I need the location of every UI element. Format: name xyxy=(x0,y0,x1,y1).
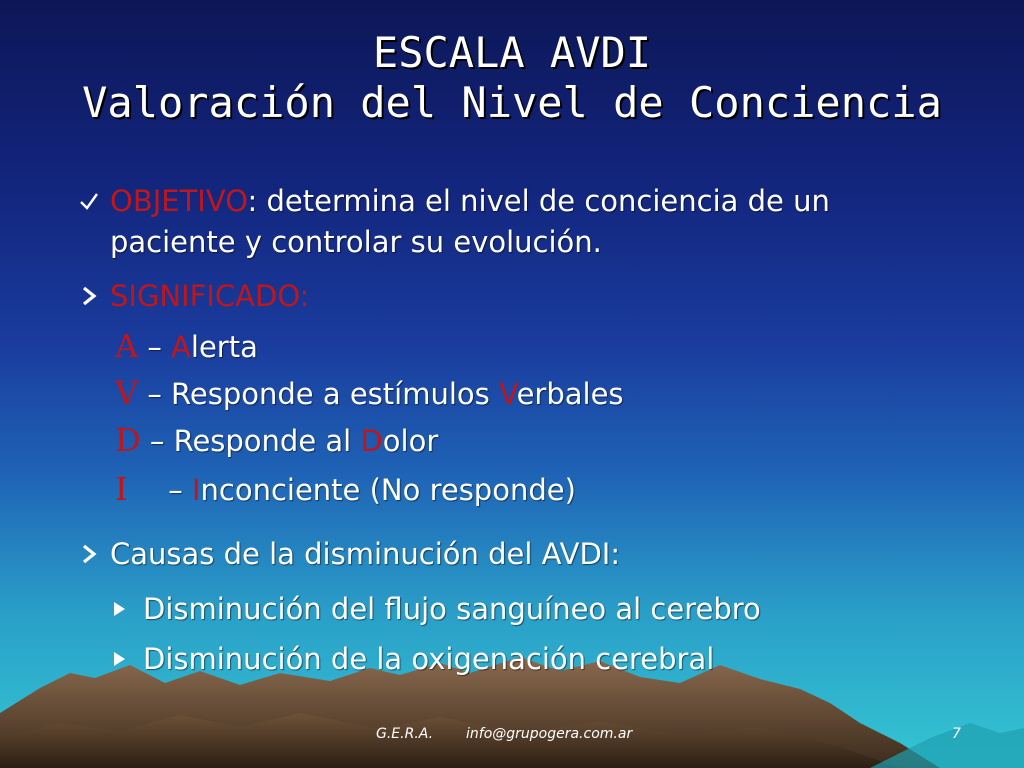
triangle-right-icon xyxy=(104,641,134,677)
causa-item-1: Disminución del flujo sanguíneo al cerebro xyxy=(143,592,761,626)
checkmark-icon xyxy=(74,183,104,219)
slide-title xyxy=(0,28,1024,128)
chevron-right-icon xyxy=(74,536,104,572)
avdi-dash: – xyxy=(138,377,172,411)
avdi-text: Responde a estímulos xyxy=(171,377,499,411)
avdi-letter: I xyxy=(115,470,128,508)
page-number: 7 xyxy=(952,726,961,742)
objetivo-line-1 xyxy=(110,183,830,219)
causa-item-2: Disminución de la oxigenación cerebral xyxy=(143,642,715,676)
avdi-text-rest: nconciente (No responde) xyxy=(200,473,576,507)
footer-org: G.E.R.A. xyxy=(376,726,434,742)
significado-keyword: SIGNIFICADO: xyxy=(110,279,310,313)
avdi-text-rest: olor xyxy=(382,424,439,458)
title-line-2: Valoración del Nivel de Conciencia xyxy=(82,78,942,127)
objetivo-text-2: paciente y controlar su evolución. xyxy=(110,225,602,259)
title-line-1: ESCALA AVDI xyxy=(372,28,652,77)
significado-heading xyxy=(110,278,309,314)
avdi-dash: – xyxy=(138,330,172,364)
objetivo-text-1: : determina el nivel de conciencia de un xyxy=(247,184,830,218)
avdi-highlight: I xyxy=(191,473,201,507)
avdi-item-a xyxy=(115,328,258,365)
chevron-right-icon xyxy=(74,278,104,314)
avdi-highlight: V xyxy=(498,377,517,411)
avdi-dash: – xyxy=(159,473,192,507)
objetivo-keyword: OBJETIVO xyxy=(110,184,248,218)
avdi-item-d xyxy=(115,422,438,459)
avdi-dash: – xyxy=(140,424,174,458)
avdi-letter: D xyxy=(115,421,141,459)
triangle-right-icon xyxy=(104,591,134,627)
causas-heading: Causas de la disminución del AVDI: xyxy=(110,537,621,571)
avdi-letter: V xyxy=(115,374,139,412)
avdi-highlight: A xyxy=(171,330,191,364)
avdi-letter: A xyxy=(115,327,139,365)
footer-email[interactable]: info@grupogera.com.ar xyxy=(466,726,633,742)
avdi-item-v xyxy=(115,375,624,412)
objetivo-line-2 xyxy=(110,224,602,260)
avdi-text: Responde al xyxy=(173,424,361,458)
avdi-text-rest: erbales xyxy=(516,377,624,411)
avdi-item-i xyxy=(115,471,576,508)
avdi-highlight: D xyxy=(360,424,383,458)
avdi-text-rest: lerta xyxy=(190,330,258,364)
